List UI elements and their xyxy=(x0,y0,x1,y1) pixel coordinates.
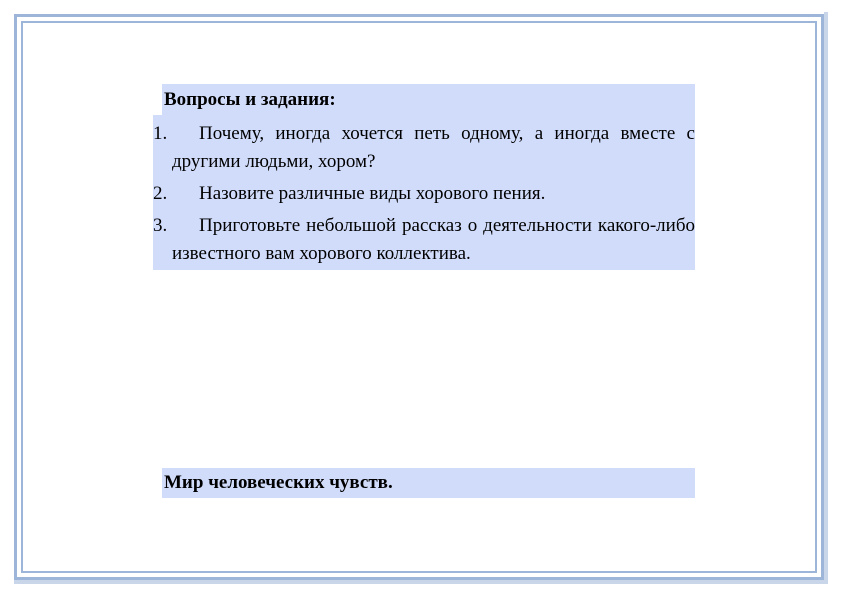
frame-shadow xyxy=(824,12,828,584)
questions-block xyxy=(153,84,695,270)
section-title: Мир человеческих чувств. xyxy=(162,468,695,498)
question-number: 2. xyxy=(153,183,168,204)
questions-heading: Вопросы и задания: xyxy=(162,84,695,115)
question-item xyxy=(153,210,695,270)
question-number: 3. xyxy=(153,215,168,236)
frame-shadow xyxy=(14,580,828,584)
question-text: Приготовьте небольшой рассказ о деятельности какого-либо известного вам хорового коллектива. xyxy=(172,215,695,264)
question-item xyxy=(153,178,695,208)
question-text: Назовите различные виды хорового пения. xyxy=(199,183,546,204)
question-text: Почему, иногда хочется петь одному, а иногда вместе с другими людьми, хором? xyxy=(172,123,695,172)
question-number: 1. xyxy=(153,123,168,144)
question-item xyxy=(153,115,695,176)
